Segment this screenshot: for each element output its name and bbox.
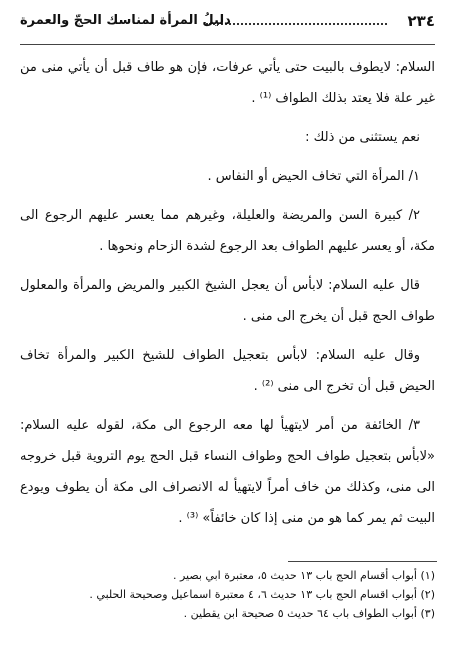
paragraph: ٢/ كبيرة السن والمريضة والعليلة، وغيرهم مما يعسر عليهم الرجوع الى مكة، أو يعسر عليهم الطواف بعد الرجوع لشدة الزحام ونحوها . bbox=[20, 208, 435, 254]
paragraph: ١/ المرأة التي تخاف الحيض أو النفاس . bbox=[207, 169, 420, 184]
footnote: (١) أبواب أقسام الحج باب ١٣ حديث ٥، معتبرة ابي بصير . bbox=[172, 569, 435, 582]
page-number: ٢٣٤ bbox=[407, 12, 435, 30]
paragraph: ٣/ الخائفة من أمر لايتهيأ لها معه الرجوع الى مكة، لقوله عليه السلام: «لابأس بتعجيل طواف الحج وطواف النساء قبل الحج يوم التروية قبل خروجه الى منى، وكذلك من خاف أمراً لايتهيأ له الانصراف الى مكة أن يطوف ويودع البيت ثم يمر كما هو من منى إذا كان خائفاً» ⁽³⁾ . bbox=[20, 418, 435, 526]
footnote-rule bbox=[288, 561, 437, 562]
header-rule bbox=[20, 44, 435, 45]
paragraph: قال عليه السلام: لابأس أن يعجل الشيخ الكبير والمريض والمرأة والمعلول طواف الحج قبل أن يخرج الى منى . bbox=[20, 278, 435, 324]
footnote: (٣) أبواب الطواف باب ٦٤ حديث ٥ صحيحة ابن يقطين . bbox=[183, 607, 435, 620]
paragraph: نعم يستثنى من ذلك : bbox=[305, 130, 420, 145]
body-text bbox=[20, 52, 435, 542]
paragraph: السلام: لايطوف بالبيت حتى يأتي عرفات، فإن هو طاف قبل أن يأتي منى من غير علة فلا يعتد بذلك الطواف ⁽¹⁾ . bbox=[20, 60, 435, 106]
footnotes bbox=[20, 566, 435, 623]
paragraph: وقال عليه السلام: لابأس بتعجيل الطواف للشيخ الكبير والمرأة تخاف الحيض قبل أن تخرج الى منى ⁽²⁾ . bbox=[20, 348, 435, 394]
header-dot-leader bbox=[206, 23, 387, 25]
running-title: دليلُ المرأة لمناسك الحجّ والعمرة bbox=[20, 13, 231, 28]
page-header bbox=[20, 10, 435, 34]
footnote: (٢) أبواب اقسام الحج باب ١٣ حديث ٦، ٤ معتبرة اسماعيل وصحيحة الحلبي . bbox=[89, 588, 435, 601]
